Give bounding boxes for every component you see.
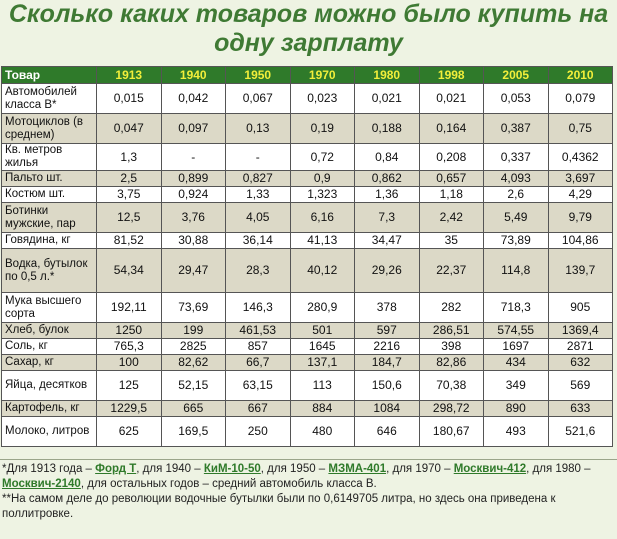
footnote-cars xyxy=(2,462,614,492)
table-body xyxy=(2,84,613,447)
value-cell: 1697 xyxy=(484,339,549,355)
value-cell: 30,88 xyxy=(161,233,226,249)
value-cell: 1229,5 xyxy=(97,401,162,417)
value-cell: 52,15 xyxy=(161,371,226,401)
value-cell: 2,42 xyxy=(419,203,484,233)
value-cell: 35 xyxy=(419,233,484,249)
value-cell: 9,79 xyxy=(548,203,613,233)
value-cell: 4,05 xyxy=(226,203,291,233)
value-cell: 70,38 xyxy=(419,371,484,401)
value-cell: 0,827 xyxy=(226,171,291,187)
value-cell: 114,8 xyxy=(484,249,549,293)
footnotes xyxy=(2,462,614,522)
value-cell: 12,5 xyxy=(97,203,162,233)
value-cell: 280,9 xyxy=(290,293,355,323)
value-cell: 378 xyxy=(355,293,420,323)
value-cell: 2871 xyxy=(548,339,613,355)
value-cell: 34,47 xyxy=(355,233,420,249)
product-name-cell: Говядина, кг xyxy=(2,233,97,249)
value-cell: 0,164 xyxy=(419,114,484,144)
value-cell: 54,34 xyxy=(97,249,162,293)
header-year: 1940 xyxy=(161,67,226,84)
header-year: 1950 xyxy=(226,67,291,84)
value-cell: 184,7 xyxy=(355,355,420,371)
value-cell: 0,9 xyxy=(290,171,355,187)
value-cell: - xyxy=(161,144,226,171)
header-year: 1980 xyxy=(355,67,420,84)
value-cell: 0,021 xyxy=(355,84,420,114)
value-cell: 574,55 xyxy=(484,323,549,339)
value-cell: 625 xyxy=(97,417,162,447)
table-row xyxy=(2,233,613,249)
value-cell: 137,1 xyxy=(290,355,355,371)
value-cell: 5,49 xyxy=(484,203,549,233)
value-cell: 905 xyxy=(548,293,613,323)
value-cell: 150,6 xyxy=(355,371,420,401)
value-cell: 0,657 xyxy=(419,171,484,187)
value-cell: 298,72 xyxy=(419,401,484,417)
header-year: 2005 xyxy=(484,67,549,84)
value-cell: 718,3 xyxy=(484,293,549,323)
value-cell: 6,16 xyxy=(290,203,355,233)
table-row xyxy=(2,203,613,233)
value-cell: 0,015 xyxy=(97,84,162,114)
value-cell: 199 xyxy=(161,323,226,339)
value-cell: 0,053 xyxy=(484,84,549,114)
value-cell: 2825 xyxy=(161,339,226,355)
value-cell: 41,13 xyxy=(290,233,355,249)
value-cell: 0,862 xyxy=(355,171,420,187)
value-cell: 180,67 xyxy=(419,417,484,447)
car-link-1980[interactable]: Москвич-2140 xyxy=(2,478,81,490)
footnote-divider xyxy=(0,459,617,460)
value-cell: 125 xyxy=(97,371,162,401)
value-cell: 169,5 xyxy=(161,417,226,447)
header-year: 1970 xyxy=(290,67,355,84)
value-cell: 0,924 xyxy=(161,187,226,203)
value-cell: 0,387 xyxy=(484,114,549,144)
value-cell: 480 xyxy=(290,417,355,447)
table-row xyxy=(2,249,613,293)
product-name-cell: Автомобилей класса В* xyxy=(2,84,97,114)
value-cell: 250 xyxy=(226,417,291,447)
value-cell: 63,15 xyxy=(226,371,291,401)
table-row xyxy=(2,144,613,171)
table-row xyxy=(2,171,613,187)
value-cell: 0,097 xyxy=(161,114,226,144)
value-cell: 665 xyxy=(161,401,226,417)
page-title-line-1: Сколько каких товаров можно было купить на xyxy=(8,0,609,28)
value-cell: - xyxy=(226,144,291,171)
product-name-cell: Мотоциклов (в среднем) xyxy=(2,114,97,144)
value-cell: 0,079 xyxy=(548,84,613,114)
product-name-cell: Картофель, кг xyxy=(2,401,97,417)
value-cell: 434 xyxy=(484,355,549,371)
value-cell: 1369,4 xyxy=(548,323,613,339)
value-cell: 0,899 xyxy=(161,171,226,187)
value-cell: 73,69 xyxy=(161,293,226,323)
value-cell: 461,53 xyxy=(226,323,291,339)
value-cell: 884 xyxy=(290,401,355,417)
product-name-cell: Костюм шт. xyxy=(2,187,97,203)
table-row xyxy=(2,293,613,323)
value-cell: 398 xyxy=(419,339,484,355)
value-cell: 1,33 xyxy=(226,187,291,203)
value-cell: 146,3 xyxy=(226,293,291,323)
value-cell: 28,3 xyxy=(226,249,291,293)
value-cell: 1645 xyxy=(290,339,355,355)
car-link-1940[interactable]: КиМ-10-50 xyxy=(203,463,261,475)
car-link-1950[interactable]: МЗМА-401 xyxy=(328,463,387,475)
value-cell: 0,75 xyxy=(548,114,613,144)
value-cell: 3,697 xyxy=(548,171,613,187)
value-cell: 29,47 xyxy=(161,249,226,293)
value-cell: 0,4362 xyxy=(548,144,613,171)
value-cell: 0,72 xyxy=(290,144,355,171)
value-cell: 2216 xyxy=(355,339,420,355)
value-cell: 3,75 xyxy=(97,187,162,203)
table-row xyxy=(2,401,613,417)
product-name-cell: Хлеб, булок xyxy=(2,323,97,339)
value-cell: 22,37 xyxy=(419,249,484,293)
value-cell: 349 xyxy=(484,371,549,401)
value-cell: 1,18 xyxy=(419,187,484,203)
table-row xyxy=(2,114,613,144)
value-cell: 1,36 xyxy=(355,187,420,203)
value-cell: 0,84 xyxy=(355,144,420,171)
value-cell: 521,6 xyxy=(548,417,613,447)
table-row xyxy=(2,323,613,339)
table-header-row xyxy=(2,67,613,84)
footnote-text: , для 1940 – xyxy=(136,463,204,475)
value-cell: 82,86 xyxy=(419,355,484,371)
car-link-1913[interactable]: Форд Т xyxy=(95,463,137,475)
value-cell: 100 xyxy=(97,355,162,371)
product-name-cell: Молоко, литров xyxy=(2,417,97,447)
header-product: Товар xyxy=(2,67,97,84)
value-cell: 0,337 xyxy=(484,144,549,171)
value-cell: 104,86 xyxy=(548,233,613,249)
value-cell: 2,5 xyxy=(97,171,162,187)
value-cell: 0,023 xyxy=(290,84,355,114)
header-year: 1913 xyxy=(97,67,162,84)
table-row xyxy=(2,417,613,447)
table-row xyxy=(2,371,613,401)
header-year: 2010 xyxy=(548,67,613,84)
value-cell: 40,12 xyxy=(290,249,355,293)
value-cell: 66,7 xyxy=(226,355,291,371)
value-cell: 81,52 xyxy=(97,233,162,249)
product-name-cell: Соль, кг xyxy=(2,339,97,355)
value-cell: 0,208 xyxy=(419,144,484,171)
value-cell: 569 xyxy=(548,371,613,401)
value-cell: 0,042 xyxy=(161,84,226,114)
product-name-cell: Кв. метров жилья xyxy=(2,144,97,171)
value-cell: 0,067 xyxy=(226,84,291,114)
value-cell: 73,89 xyxy=(484,233,549,249)
value-cell: 0,047 xyxy=(97,114,162,144)
footnote-text: , для 1980 – xyxy=(526,463,591,475)
goods-table xyxy=(1,66,613,447)
value-cell: 0,19 xyxy=(290,114,355,144)
value-cell: 4,29 xyxy=(548,187,613,203)
value-cell: 632 xyxy=(548,355,613,371)
footnote-vodka: **На самом деле до революции водочные бутылки были по 0,6149705 литра, но здесь она приведена к поллитровке. xyxy=(2,493,556,520)
car-link-1970[interactable]: Москвич-412 xyxy=(453,463,527,475)
value-cell: 0,13 xyxy=(226,114,291,144)
footnote-text: , для остальных годов – средний автомобиль класса В. xyxy=(80,478,377,490)
value-cell: 633 xyxy=(548,401,613,417)
value-cell: 192,11 xyxy=(97,293,162,323)
table-row xyxy=(2,84,613,114)
footnote-text: , для 1970 – xyxy=(386,463,454,475)
page-title-line-2: одну зарплату xyxy=(214,29,403,57)
page-title xyxy=(0,0,617,62)
footnote-text: *Для 1913 года – xyxy=(2,463,96,475)
value-cell: 667 xyxy=(226,401,291,417)
value-cell: 139,7 xyxy=(548,249,613,293)
value-cell: 1084 xyxy=(355,401,420,417)
value-cell: 4,093 xyxy=(484,171,549,187)
product-name-cell: Сахар, кг xyxy=(2,355,97,371)
value-cell: 282 xyxy=(419,293,484,323)
value-cell: 113 xyxy=(290,371,355,401)
value-cell: 1,323 xyxy=(290,187,355,203)
table-row xyxy=(2,187,613,203)
product-name-cell: Мука высшего сорта xyxy=(2,293,97,323)
product-name-cell: Водка, бутылок по 0,5 л.* xyxy=(2,249,97,293)
header-year: 1998 xyxy=(419,67,484,84)
value-cell: 36,14 xyxy=(226,233,291,249)
value-cell: 765,3 xyxy=(97,339,162,355)
footnote-text: , для 1950 – xyxy=(260,463,329,475)
product-name-cell: Пальто шт. xyxy=(2,171,97,187)
value-cell: 0,188 xyxy=(355,114,420,144)
table-row xyxy=(2,339,613,355)
product-name-cell: Ботинки мужские, пар xyxy=(2,203,97,233)
value-cell: 7,3 xyxy=(355,203,420,233)
value-cell: 890 xyxy=(484,401,549,417)
value-cell: 1,3 xyxy=(97,144,162,171)
value-cell: 286,51 xyxy=(419,323,484,339)
value-cell: 493 xyxy=(484,417,549,447)
value-cell: 646 xyxy=(355,417,420,447)
value-cell: 3,76 xyxy=(161,203,226,233)
value-cell: 597 xyxy=(355,323,420,339)
value-cell: 857 xyxy=(226,339,291,355)
value-cell: 1250 xyxy=(97,323,162,339)
value-cell: 29,26 xyxy=(355,249,420,293)
value-cell: 0,021 xyxy=(419,84,484,114)
value-cell: 2,6 xyxy=(484,187,549,203)
value-cell: 82,62 xyxy=(161,355,226,371)
table-row xyxy=(2,355,613,371)
value-cell: 501 xyxy=(290,323,355,339)
product-name-cell: Яйца, десятков xyxy=(2,371,97,401)
